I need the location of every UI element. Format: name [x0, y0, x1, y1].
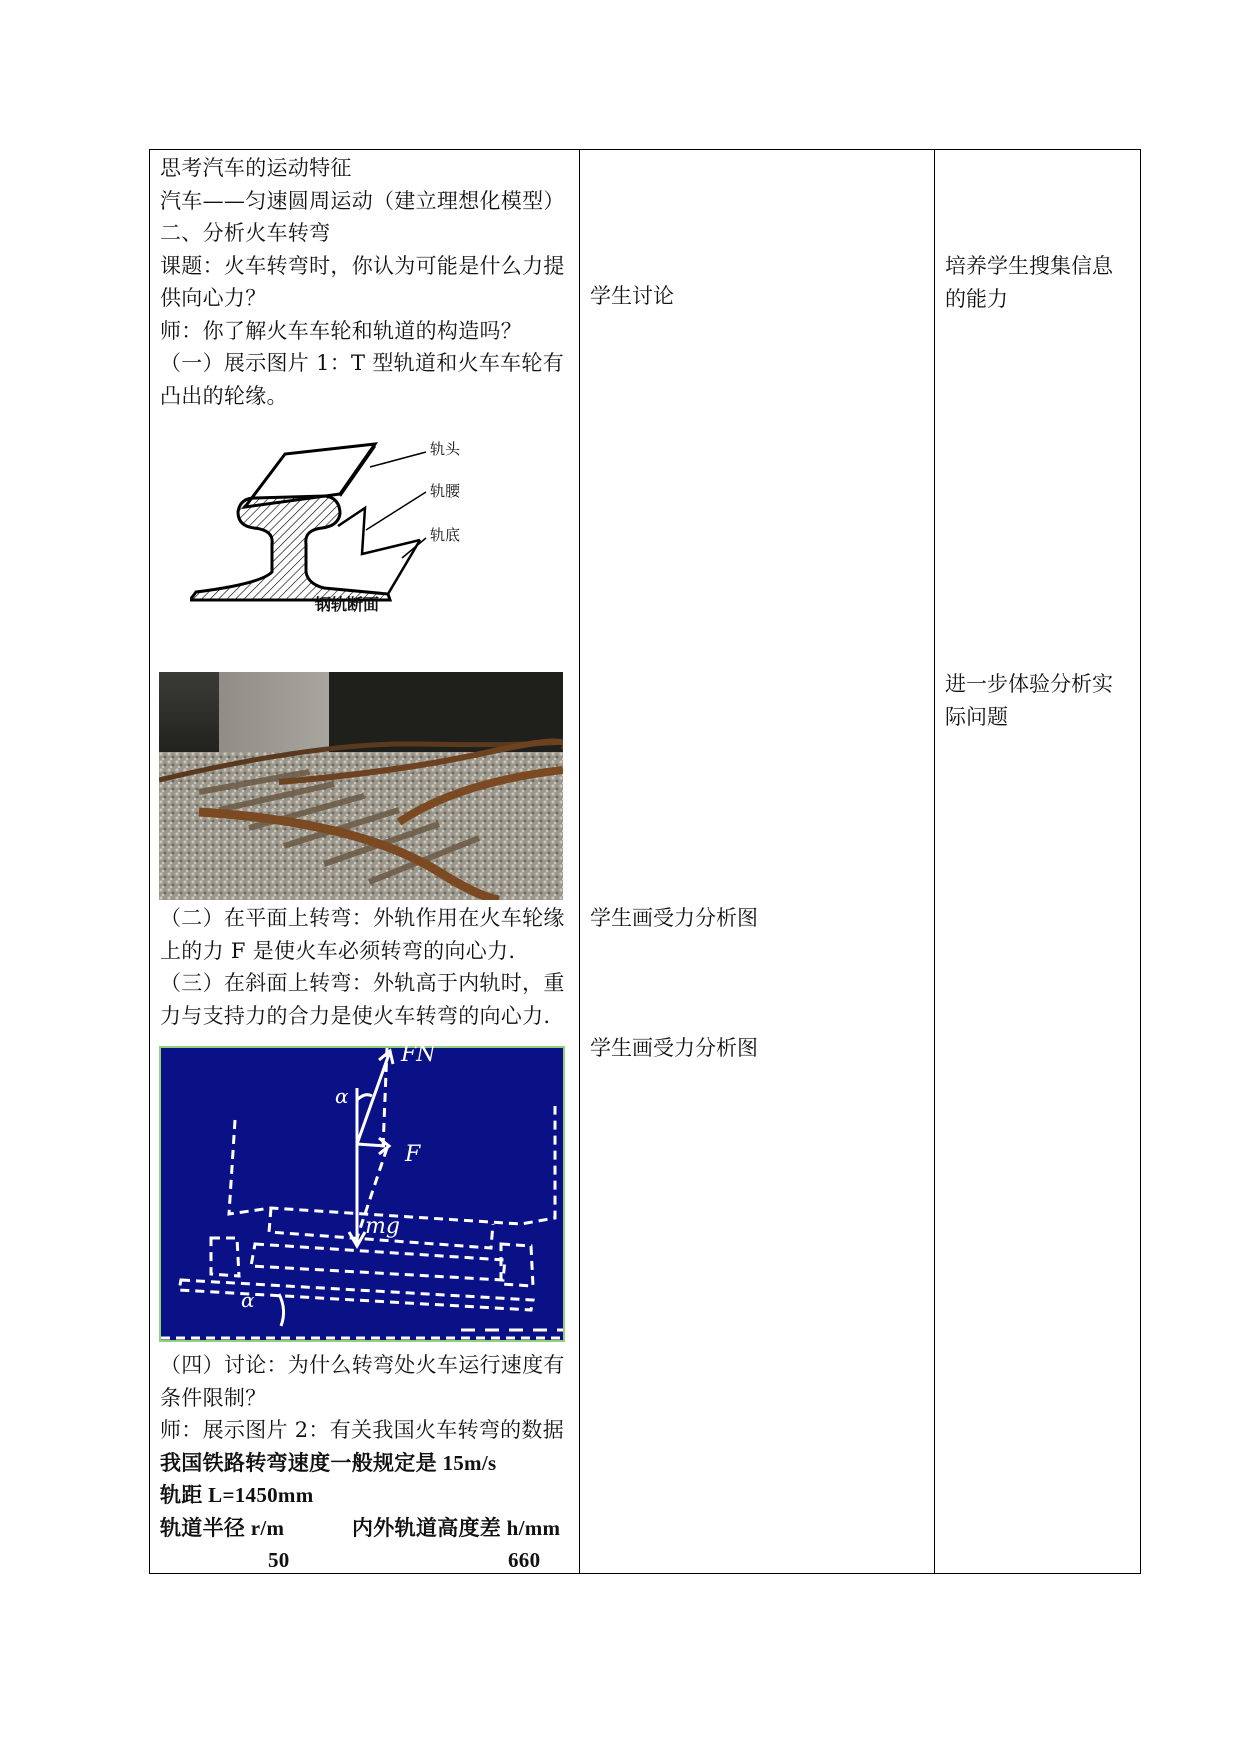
text-line: （一）展示图片 1：T 型轨道和火车车轮有 — [160, 351, 565, 375]
railway-curve-photo — [159, 672, 563, 900]
goal-line: 际问题 — [945, 704, 1008, 729]
text-line: 课题：火车转弯时，你认为可能是什么力提 — [160, 253, 565, 278]
angle-label-top: α — [335, 1084, 349, 1108]
height-value: 660 — [508, 1548, 541, 1572]
speed-limit-block — [160, 1349, 574, 1572]
gauge-line: 轨距 L=1450mm — [160, 1483, 314, 1507]
goal-text-1 — [945, 250, 1113, 315]
net-force-label: F — [405, 1142, 421, 1167]
text-line: 思考汽车的运动特征 — [160, 156, 352, 180]
railway-curve-image — [159, 672, 563, 900]
text-line: 凸出的轮缘。 — [160, 383, 288, 408]
goal-line: 的能力 — [945, 286, 1008, 311]
rail-cross-section-figure — [190, 432, 540, 612]
text-line: （四）讨论：为什么转弯处火车运行速度有 — [160, 1353, 565, 1377]
text-line: 师：展示图片 2：有关我国火车转弯的数据 — [160, 1418, 565, 1442]
normal-force-label: FN — [401, 1042, 436, 1067]
gravity-label: mg — [365, 1214, 400, 1239]
angle-label-bottom: α — [241, 1288, 255, 1312]
rail-base-label: 轨底 — [430, 526, 461, 544]
student-discuss-text: 学生讨论 — [590, 284, 674, 308]
text-line: 供向心力？ — [160, 286, 267, 310]
column-divider-2 — [934, 150, 935, 1573]
student-draw-text-2: 学生画受力分析图 — [590, 1036, 758, 1060]
force-diagram-figure — [161, 1042, 563, 1340]
data-table-header — [160, 1512, 574, 1545]
text-line: （三）在斜面上转弯：外轨高于内轨时，重 — [160, 971, 565, 995]
goal-text-2 — [945, 668, 1113, 733]
text-line: （二）在平面上转弯：外轨作用在火车轮缘 — [160, 906, 565, 930]
column-divider-1 — [579, 150, 580, 1573]
rail-drawing — [190, 432, 540, 612]
turning-explanation-block — [160, 902, 574, 1032]
student-draw-text-1: 学生画受力分析图 — [590, 906, 758, 930]
rail-web-label: 轨腰 — [430, 482, 461, 500]
goal-line: 培养学生搜集信息 — [945, 254, 1113, 278]
lesson-table — [149, 149, 1141, 1574]
radius-value: 50 — [268, 1548, 290, 1572]
teaching-content-column — [160, 152, 574, 412]
text-line: 汽车——匀速圆周运动（建立理想化模型） — [160, 188, 565, 213]
goal-line: 进一步体验分析实 — [945, 672, 1113, 696]
text-line: 二、分析火车转弯 — [160, 221, 331, 245]
text-line: 师：你了解火车车轮和轨道的构造吗？ — [160, 318, 523, 343]
height-header: 内外轨道高度差 h/mm — [352, 1515, 561, 1540]
speed-rule-line: 我国铁路转弯速度一般规定是 15m/s — [160, 1450, 497, 1475]
rail-head-label: 轨头 — [430, 440, 461, 458]
text-line: 力与支持力的合力是使火车转弯的向心力. — [160, 1003, 551, 1028]
text-line: 条件限制？ — [160, 1385, 267, 1410]
force-diagram — [161, 1048, 563, 1340]
radius-header: 轨道半径 r/m — [160, 1515, 285, 1540]
text-line: 上的力 F 是使火车必须转弯的向心力. — [160, 938, 516, 963]
rail-caption: 钢轨断面 — [315, 595, 380, 614]
